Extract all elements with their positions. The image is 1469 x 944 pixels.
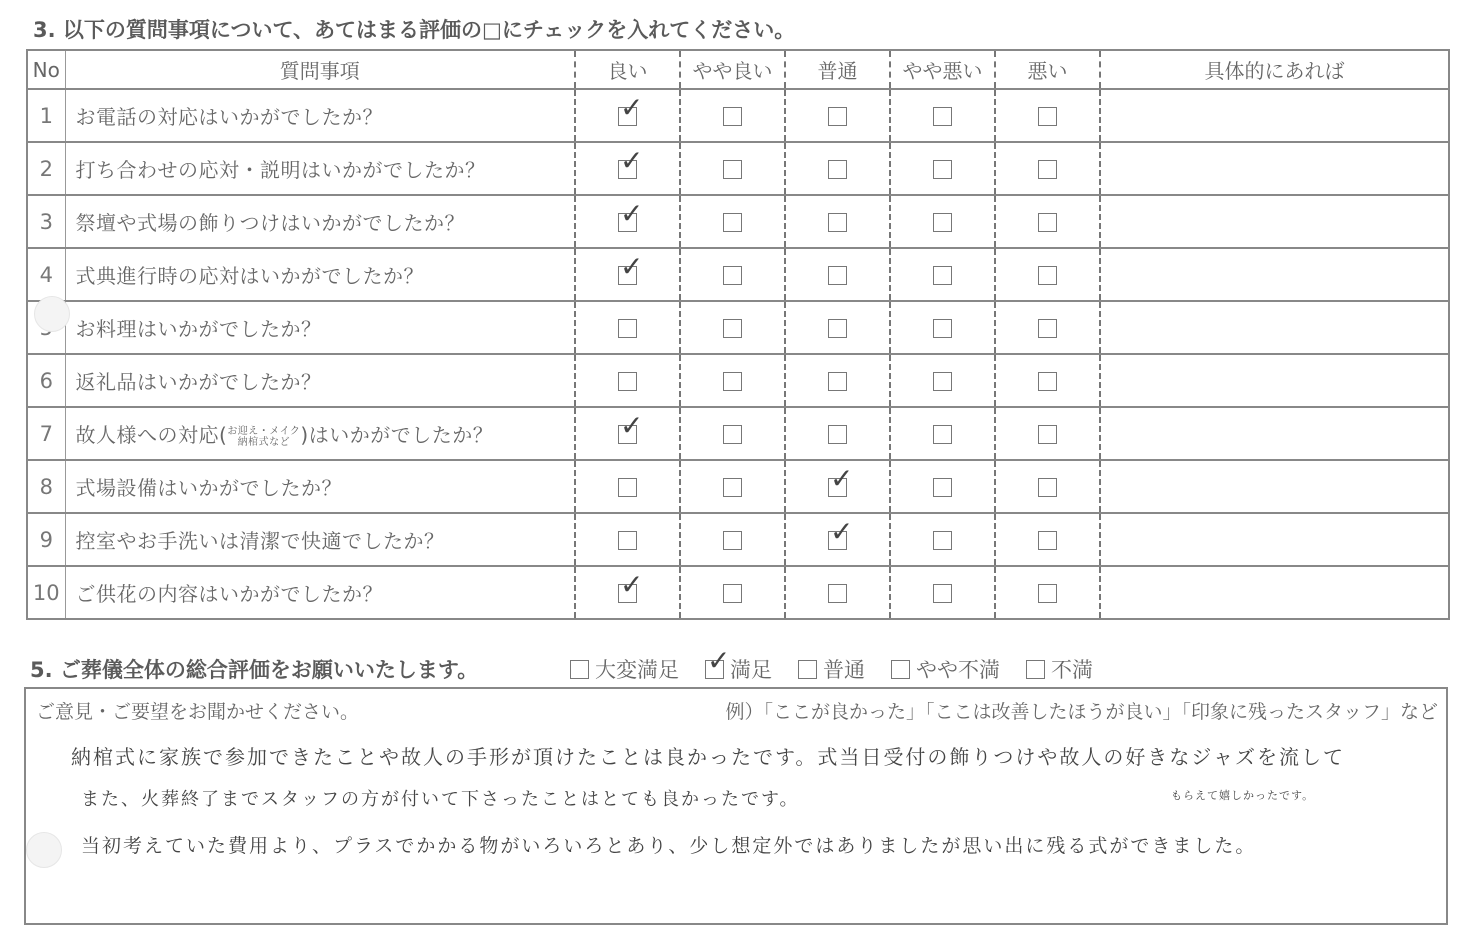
check-mark-icon: ✓ [620, 567, 644, 601]
rating-checkbox-bad[interactable] [1038, 478, 1057, 497]
rating-cell-good [575, 195, 680, 248]
overall-checkbox[interactable] [1026, 660, 1045, 679]
question-text: 祭壇や式場の飾りつけはいかがでしたか？ [65, 195, 575, 248]
rating-cell-bad [995, 354, 1100, 407]
rating-cell-average [785, 248, 890, 301]
rating-cell-bad [995, 248, 1100, 301]
overall-option-label: 不満 [1051, 658, 1093, 682]
rating-cell-good [575, 89, 680, 142]
rating-cell-bad [995, 89, 1100, 142]
rating-checkbox-good[interactable] [618, 319, 637, 338]
question-text: 返礼品はいかがでしたか？ [65, 354, 575, 407]
survey-table [26, 49, 1450, 620]
header-detail: 具体的にあれば [1100, 50, 1449, 89]
question-text: 打ち合わせの応対・説明はいかがでしたか？ [65, 142, 575, 195]
comment-prompt: ご意見・ご要望をお聞かせください。 [36, 701, 360, 723]
rating-checkbox-fairly-bad[interactable] [933, 478, 952, 497]
paren-close: ) [300, 423, 309, 447]
rating-checkbox-fairly-good[interactable] [723, 319, 742, 338]
detail-cell[interactable] [1100, 301, 1449, 354]
rating-checkbox-good[interactable] [618, 196, 644, 232]
section3-title: 3. 以下の質問事項について、あてはまる評価の□にチェックを入れてください。 [33, 18, 796, 42]
table-header-row [27, 50, 1449, 89]
detail-cell[interactable] [1100, 195, 1449, 248]
overall-option-label: 大変満足 [595, 658, 679, 682]
rating-cell-average [785, 513, 890, 566]
rating-cell-bad [995, 195, 1100, 248]
row-number: 8 [27, 460, 65, 513]
question-note-line-2: 納棺式など [237, 436, 291, 448]
overall-option[interactable] [798, 658, 865, 682]
table-row [27, 195, 1449, 248]
table-row [27, 407, 1449, 460]
punch-hole [34, 296, 70, 332]
rating-checkbox-fairly-bad[interactable] [933, 531, 952, 550]
row-number: 10 [27, 566, 65, 619]
overall-rating-options [570, 643, 1119, 684]
rating-cell-good [575, 248, 680, 301]
header-no: No [27, 50, 65, 89]
header-question: 質問事項 [65, 50, 575, 89]
rating-checkbox-average[interactable] [828, 266, 847, 285]
overall-option[interactable] [570, 658, 679, 682]
rating-checkbox-fairly-good[interactable] [723, 584, 742, 603]
check-mark-icon: ✓ [830, 514, 854, 548]
question-text: 控室やお手洗いは清潔で快適でしたか？ [65, 513, 575, 566]
rating-cell-average [785, 460, 890, 513]
header-rating-fairly-bad: やや悪い [890, 50, 995, 89]
question-text: 式典進行時の応対はいかがでしたか？ [65, 248, 575, 301]
rating-cell-average [785, 195, 890, 248]
rating-checkbox-fairly-good[interactable] [723, 160, 742, 179]
detail-cell[interactable] [1100, 354, 1449, 407]
question-text-post: はいかがでしたか？ [308, 423, 494, 447]
rating-cell-fairly-bad [890, 354, 995, 407]
section5-title: 5. ご葬儀全体の総合評価をお願いいたします。 [30, 658, 479, 682]
rating-cell-fairly-bad [890, 407, 995, 460]
rating-checkbox-bad[interactable] [1038, 266, 1057, 285]
table-row [27, 566, 1449, 619]
check-mark-icon: ✓ [620, 143, 644, 177]
rating-checkbox-fairly-good[interactable] [723, 531, 742, 550]
rating-checkbox-fairly-bad[interactable] [933, 584, 952, 603]
question-note [227, 426, 300, 448]
rating-cell-fairly-bad [890, 89, 995, 142]
overall-checkbox[interactable] [570, 660, 589, 679]
header-rating-fairly-good: やや良い [680, 50, 785, 89]
rating-checkbox-fairly-good[interactable] [723, 213, 742, 232]
table-row [27, 89, 1449, 142]
rating-cell-bad [995, 301, 1100, 354]
row-number: 4 [27, 248, 65, 301]
row-number: 9 [27, 513, 65, 566]
overall-checkbox[interactable] [798, 660, 817, 679]
rating-cell-fairly-good [680, 301, 785, 354]
rating-checkbox-average[interactable] [828, 213, 847, 232]
rating-checkbox-good[interactable] [618, 478, 637, 497]
rating-cell-average [785, 354, 890, 407]
rating-checkbox-fairly-bad[interactable] [933, 425, 952, 444]
header-rating-bad: 悪い [995, 50, 1100, 89]
table-row [27, 354, 1449, 407]
header-rating-good: 良い [575, 50, 680, 89]
overall-option-label: 普通 [823, 658, 865, 682]
rating-cell-fairly-good [680, 89, 785, 142]
paren-open: ( [219, 423, 228, 447]
rating-checkbox-fairly-good[interactable] [723, 478, 742, 497]
rating-checkbox-bad[interactable] [1038, 213, 1057, 232]
rating-cell-good [575, 354, 680, 407]
rating-cell-good [575, 566, 680, 619]
rating-checkbox-fairly-good[interactable] [723, 266, 742, 285]
detail-cell[interactable] [1100, 513, 1449, 566]
overall-option[interactable] [891, 658, 1000, 682]
row-number: 1 [27, 89, 65, 142]
rating-checkbox-average[interactable] [828, 425, 847, 444]
rating-checkbox-bad[interactable] [1038, 584, 1057, 603]
rating-checkbox-fairly-bad[interactable] [933, 160, 952, 179]
rating-checkbox-average[interactable] [828, 372, 847, 391]
check-mark-icon: ✓ [620, 408, 644, 442]
rating-checkbox-fairly-bad[interactable] [933, 372, 952, 391]
rating-checkbox-bad[interactable] [1038, 531, 1057, 550]
rating-cell-fairly-bad [890, 566, 995, 619]
overall-option-label: 満足 [730, 658, 772, 682]
row-number: 3 [27, 195, 65, 248]
rating-checkbox-fairly-bad[interactable] [933, 213, 952, 232]
handwritten-line-3: 当初考えていた費用より、プラスでかかる物がいろいろとあり、少し想定外ではありましたが思い出に残る式ができました。 [81, 835, 1257, 857]
rating-cell-bad [995, 566, 1100, 619]
rating-cell-fairly-bad [890, 301, 995, 354]
rating-cell-fairly-bad [890, 513, 995, 566]
rating-cell-fairly-bad [890, 142, 995, 195]
rating-checkbox-bad[interactable] [1038, 425, 1057, 444]
question-text: お料理はいかがでしたか？ [65, 301, 575, 354]
rating-checkbox-fairly-good[interactable] [723, 372, 742, 391]
table-row [27, 301, 1449, 354]
table-row [27, 460, 1449, 513]
rating-checkbox-good[interactable] [618, 143, 644, 179]
rating-cell-fairly-good [680, 248, 785, 301]
overall-checkbox[interactable] [891, 660, 910, 679]
rating-cell-fairly-good [680, 407, 785, 460]
rating-cell-fairly-bad [890, 248, 995, 301]
overall-option[interactable] [1026, 658, 1093, 682]
rating-cell-average [785, 89, 890, 142]
rating-checkbox-fairly-bad[interactable] [933, 319, 952, 338]
rating-cell-fairly-good [680, 460, 785, 513]
rating-checkbox-fairly-good[interactable] [723, 425, 742, 444]
question-text: ご供花の内容はいかがでしたか？ [65, 566, 575, 619]
table-row [27, 248, 1449, 301]
rating-cell-good [575, 460, 680, 513]
detail-cell[interactable] [1100, 566, 1449, 619]
rating-cell-fairly-good [680, 513, 785, 566]
rating-checkbox-average[interactable] [828, 160, 847, 179]
handwritten-line-1: 納棺式に家族で参加できたことや故人の手形が頂けたことは良かったです。式当日受付の飾りつけや故人の好きなジャズを流して [71, 745, 1345, 769]
rating-checkbox-good[interactable] [618, 90, 644, 126]
rating-checkbox-bad[interactable] [1038, 319, 1057, 338]
rating-checkbox-bad[interactable] [1038, 160, 1057, 179]
rating-checkbox-bad[interactable] [1038, 372, 1057, 391]
rating-cell-good [575, 301, 680, 354]
detail-cell[interactable] [1100, 89, 1449, 142]
rating-cell-average [785, 566, 890, 619]
check-mark-icon: ✓ [620, 90, 644, 124]
handwritten-line-2: また、火葬終了までスタッフの方が付いて下さったことはとても良かったです。 [81, 789, 800, 810]
table-row [27, 142, 1449, 195]
question-text-pre: 故人様への対応 [75, 423, 219, 447]
rating-cell-bad [995, 407, 1100, 460]
rating-checkbox-average[interactable] [828, 584, 847, 603]
rating-cell-fairly-good [680, 354, 785, 407]
rating-cell-average [785, 407, 890, 460]
rating-cell-fairly-good [680, 195, 785, 248]
check-mark-icon: ✓ [620, 196, 644, 230]
question-note-line-1: お迎え・メイク [227, 425, 301, 437]
detail-cell[interactable] [1100, 142, 1449, 195]
check-mark-icon: ✓ [707, 643, 731, 677]
detail-cell[interactable] [1100, 407, 1449, 460]
rating-cell-average [785, 142, 890, 195]
punch-hole [26, 832, 62, 868]
rating-checkbox-fairly-bad[interactable] [933, 266, 952, 285]
rating-checkbox-average[interactable] [828, 319, 847, 338]
rating-checkbox-good[interactable] [618, 567, 644, 603]
rating-cell-average [785, 301, 890, 354]
row-number: 6 [27, 354, 65, 407]
comment-example: 例）「ここが良かった」「ここは改善したほうが良い」「印象に残ったスタッフ」など [725, 701, 1438, 723]
rating-checkbox-average[interactable] [828, 461, 854, 497]
rating-checkbox-good[interactable] [618, 249, 644, 285]
rating-cell-bad [995, 460, 1100, 513]
rating-cell-bad [995, 142, 1100, 195]
rating-cell-bad [995, 513, 1100, 566]
rating-checkbox-good[interactable] [618, 531, 637, 550]
overall-option-label: やや不満 [916, 658, 1000, 682]
rating-cell-fairly-bad [890, 460, 995, 513]
check-mark-icon: ✓ [830, 461, 854, 495]
rating-checkbox-fairly-bad[interactable] [933, 107, 952, 126]
rating-checkbox-fairly-good[interactable] [723, 107, 742, 126]
overall-option[interactable] [705, 643, 772, 682]
rating-cell-good [575, 513, 680, 566]
header-rating-average: 普通 [785, 50, 890, 89]
rating-cell-good [575, 142, 680, 195]
question-text [65, 407, 575, 460]
overall-checkbox[interactable] [705, 643, 731, 679]
rating-checkbox-good[interactable] [618, 408, 644, 444]
detail-cell[interactable] [1100, 460, 1449, 513]
handwritten-line-2-note: もらえて嬉しかったです。 [1171, 789, 1315, 802]
row-number: 2 [27, 142, 65, 195]
rating-cell-fairly-bad [890, 195, 995, 248]
detail-cell[interactable] [1100, 248, 1449, 301]
rating-cell-good [575, 407, 680, 460]
check-mark-icon: ✓ [620, 249, 644, 283]
row-number: 7 [27, 407, 65, 460]
rating-checkbox-bad[interactable] [1038, 107, 1057, 126]
rating-checkbox-average[interactable] [828, 514, 854, 550]
rating-cell-fairly-good [680, 566, 785, 619]
rating-cell-fairly-good [680, 142, 785, 195]
question-text: お電話の対応はいかがでしたか？ [65, 89, 575, 142]
question-text: 式場設備はいかがでしたか？ [65, 460, 575, 513]
table-row [27, 513, 1449, 566]
comment-box[interactable] [24, 687, 1448, 925]
rating-checkbox-good[interactable] [618, 372, 637, 391]
rating-checkbox-average[interactable] [828, 107, 847, 126]
